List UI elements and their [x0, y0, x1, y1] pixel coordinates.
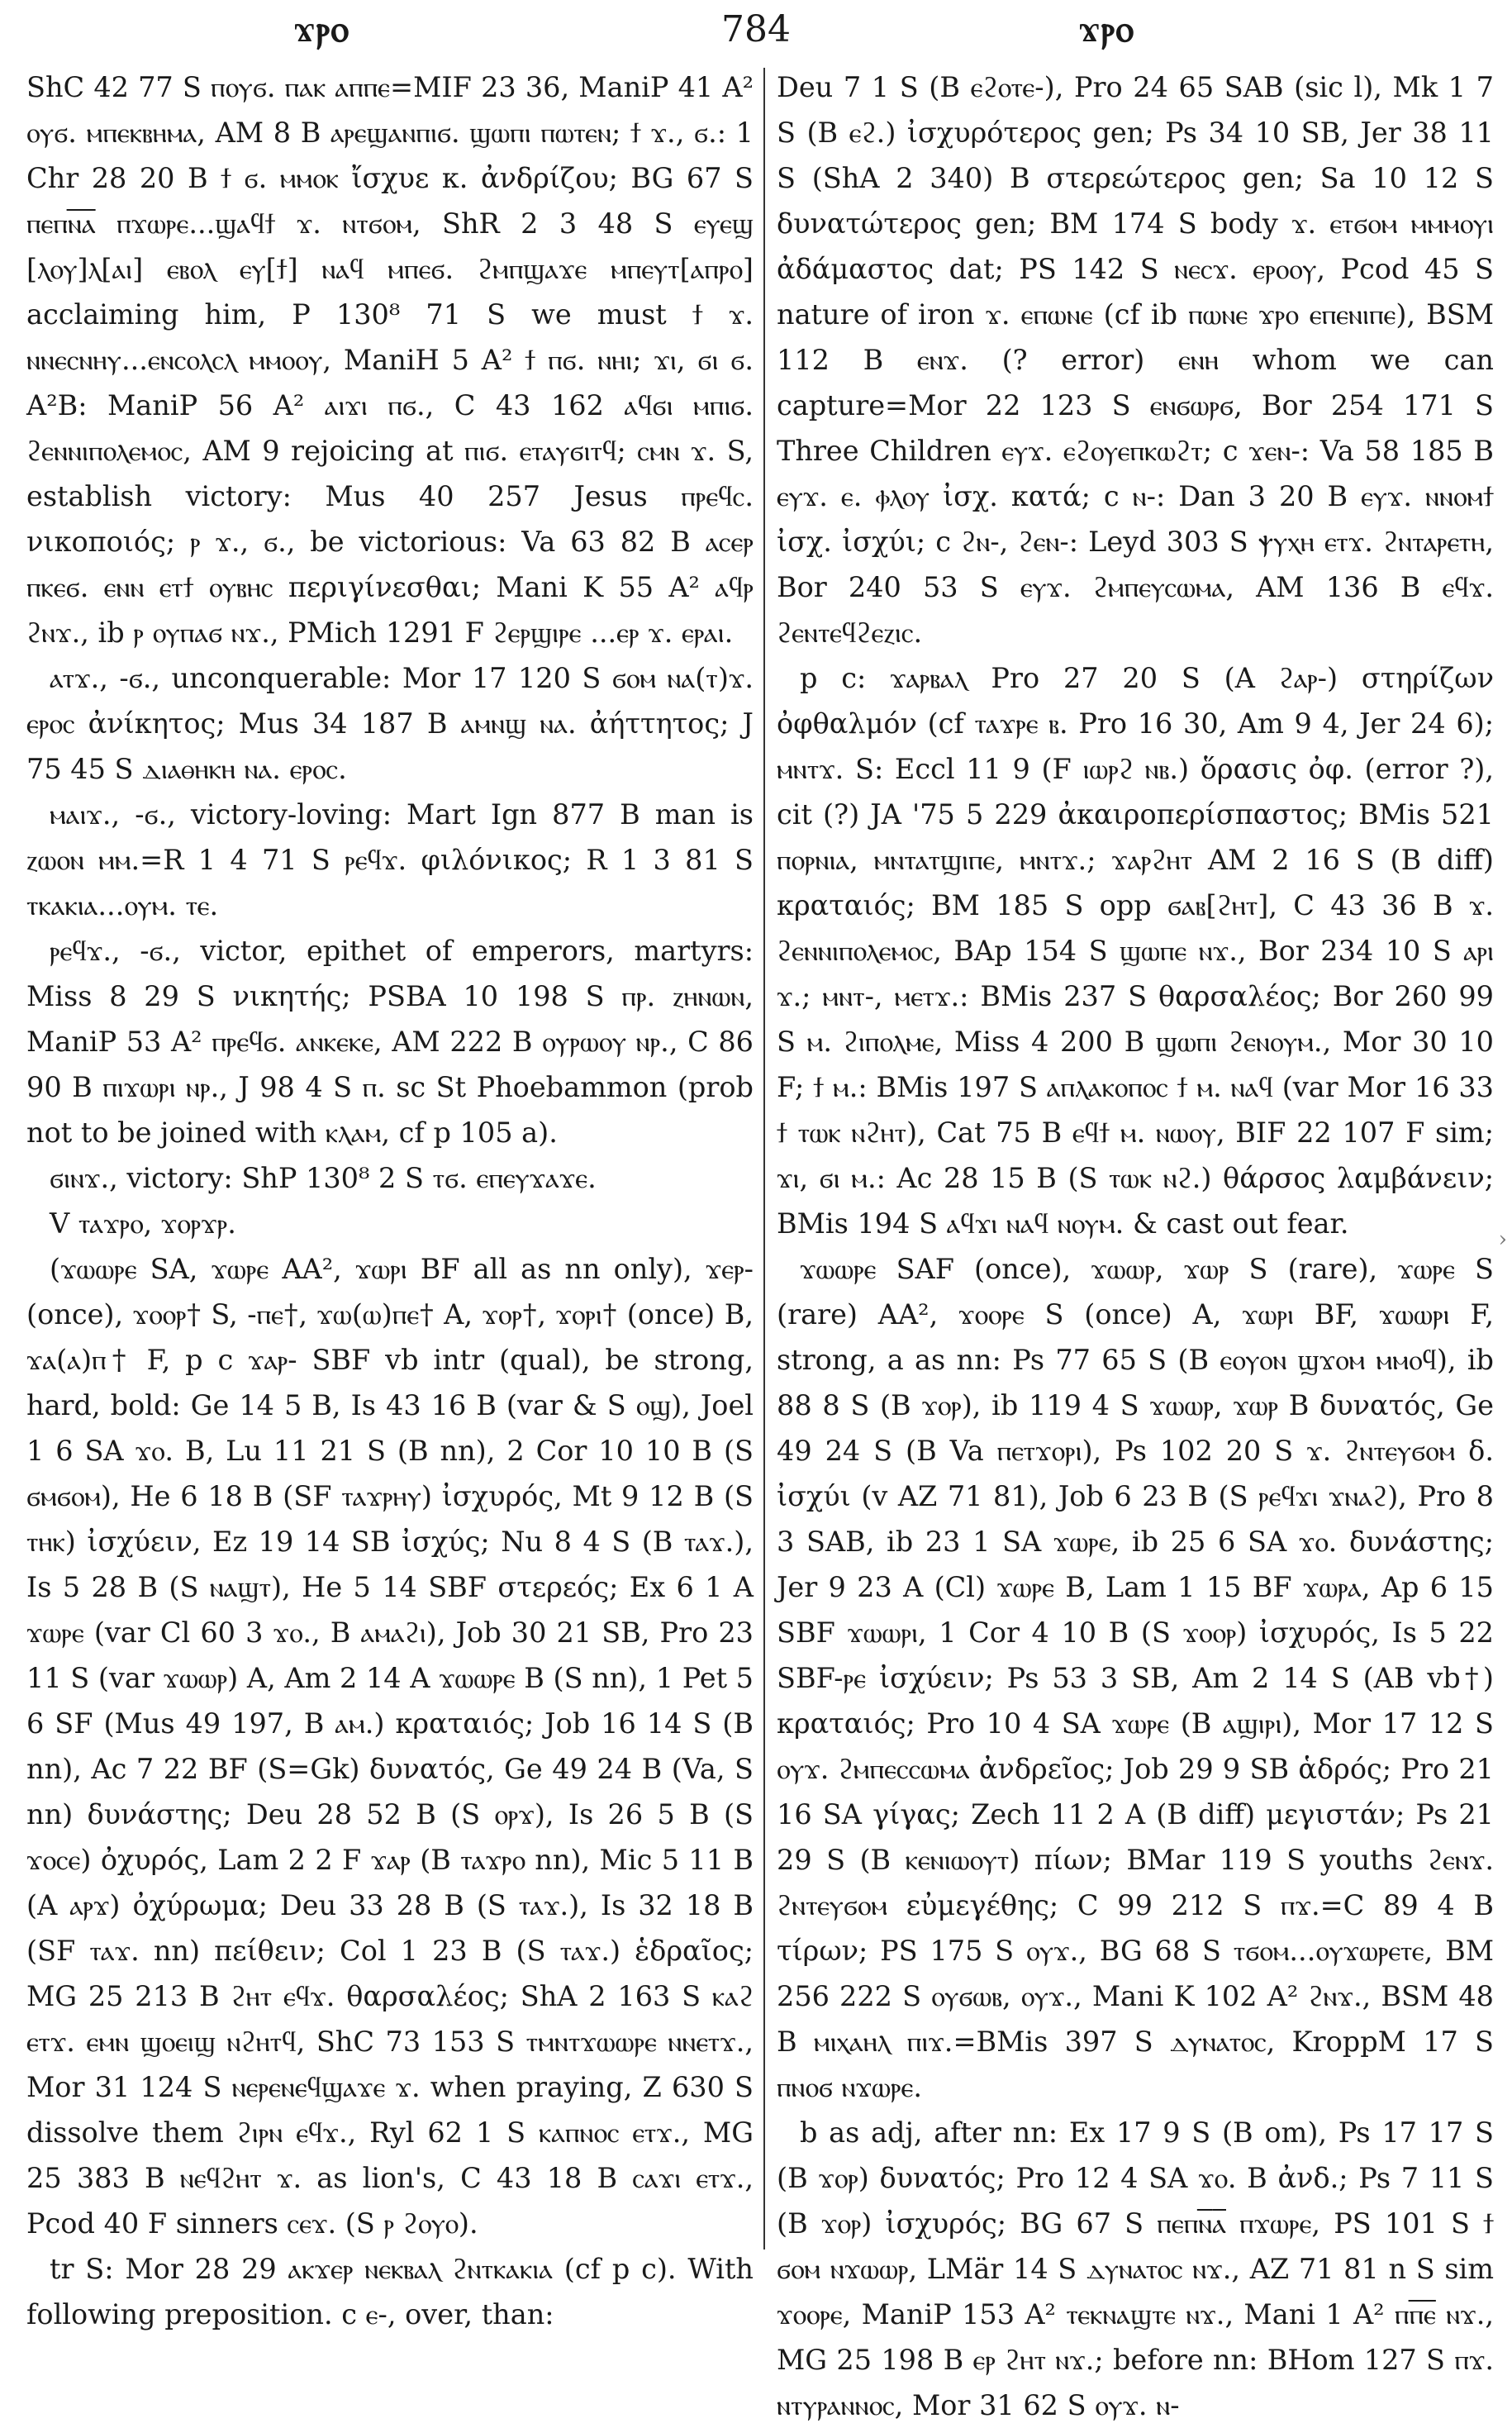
- entry-paragraph: tr S: Mor 28 29 ⲁⲕϫⲉⲣ ⲛⲉⲕⲃⲁⲗ ϩⲛⲧⲕⲁⲕⲓⲁ (cf p c). With following preposition. c ⲉ-, over, than:: [26, 2253, 754, 2330]
- entry-paragraph: ⲁⲧϫ., -ϭ., unconquerable: Mor 17 120 S ϭⲟⲙ ⲛⲁ(ⲧ)ϫ. ⲉⲣⲟⲥ ἀνίκητος; Mus 34 187 B ⲁⲙⲛϣ ⲛⲁ. ἀήττητος; J 75 45 S ⲇⲓⲁⲑⲏⲕⲏ ⲛⲁ. ⲉⲣⲟⲥ.: [26, 662, 754, 785]
- entry-paragraph: p c: ϫⲁⲣⲃⲁⲗ Pro 27 20 S (A ϩⲁⲣ-) στηρίζων ὀφθαλμόν (cf ⲧⲁϫⲣⲉ ⲃ. Pro 16 30, Am 9 4, Jer 24 6); ⲙⲛⲧϫ. S: Eccl 11 9 (F ⲓⲱⲣϩ ⲛⲃ.) ὅρασις ὀφ. (error ?), cit (?) JA '75 5 229 ἀκαιροπερίσπαστος; BMis 521 ⲡⲟⲣⲛⲓⲁ, ⲙⲛⲧⲁⲧϣⲓⲡⲉ, ⲙⲛⲧϫ.; ϫⲁⲣϩⲏⲧ AM 2 16 S (B diff) κραταιός; BM 185 S opp ϭⲁⲃ[ϩⲏⲧ], C 43 36 B ϫ. ϩⲉⲛⲛⲓⲡⲟⲗⲉⲙⲟⲥ, BAp 154 S ϣⲱⲡⲉ ⲛϫ., Bor 234 10 S ⲁⲣⲓ ϫ.; ⲙⲛⲧ-, ⲙⲉⲧϫ.: BMis 237 S θαρσαλέος; Bor 260 99 S ⲙ. ϩⲓⲡⲟⲗⲙⲉ, Miss 4 200 B ϣⲱⲡⲓ ϩⲉⲛⲟⲩⲙ., Mor 30 10 F; ϯ ⲙ.: BMis 197 S ⲁⲡⲗⲁⲕⲟⲡⲟⲥ ϯ ⲙ. ⲛⲁϥ (var Mor 16 33 ϯ ⲧⲱⲕ ⲛϩⲏⲧ), Cat 75 B ⲉϥϯ ⲙ. ⲛⲱⲟⲩ, BIF 22 107 F sim; ϫⲓ, ϭⲓ ⲙ.: Ac 28 15 B (S ⲧⲱⲕ ⲛϩ.) θάρσος λαμβάνειν; BMis 194 S ⲁϥϫⲓ ⲛⲁϥ ⲛⲟⲩⲙ. & cast out fear.: [777, 662, 1494, 1240]
- entry-paragraph: ShC 42 77 S ⲡⲟⲩϭ. ⲡⲁⲕ ⲁⲡⲡⲉ=MIF 23 36, ManiP 41 A² ⲟⲩϭ. ⲙⲡⲉⲕⲃⲏⲙⲁ, AM 8 B ⲁⲣⲉϣⲁⲛⲡⲓϭ. ϣⲱⲡⲓ ⲡⲱⲧⲉⲛ; ϯ ϫ., ϭ.: 1 Chr 28 20 B ϯ ϭ. ⲙⲙⲟⲕ ἴσχυε κ. ἀνδρίζου; BG 67 S ⲡⲉⲡⲛ︦ⲁ︦ ⲡϫⲱⲣⲉ...ϣⲁϥϯ ϫ. ⲛⲧϭⲟⲙ, ShR 2 3 48 S ⲉⲩⲉϣ [ⲗⲟⲩ]ⲗ[ⲁⲓ] ⲉⲃⲟⲗ ⲉⲩ[ϯ] ⲛⲁϥ ⲙⲡⲉϭ. ϩⲙⲡϣⲁϫⲉ ⲙⲡⲉⲩⲧ[ⲁⲡⲣⲟ] acclaiming him, P 130⁸ 71 S we must ϯ ϫ. ⲛⲛⲉⲥⲛⲏⲩ...ⲉⲛⲥⲟⲗⲥⲗ ⲙⲙⲟⲟⲩ, ManiH 5 A² ϯ ⲡϭ. ⲛⲏⲓ; ϫⲓ, ϭⲓ ϭ. A²B: ManiP 56 A² ⲁⲓϫⲓ ⲡϭ., C 43 162 ⲁϥϭⲓ ⲙⲡⲓϭ. ϩⲉⲛⲛⲓⲡⲟⲗⲉⲙⲟⲥ, AM 9 rejoicing at ⲡⲓϭ. ⲉⲧⲁⲩϭⲓⲧϥ; ⲥⲙⲛ ϫ. S, establish victory: Mus 40 257 Jesus ⲡⲣⲉϥⲥ. νικοποιός; ⲣ ϫ., ϭ., be victorious: Va 63 82 B ⲁⲥⲉⲣ ⲡⲕⲉϭ. ⲉⲛⲛ ⲉⲧϯ ⲟⲩⲃⲏⲥ περιγίνεσθαι; Mani K 55 A² ⲁϥⲣ ϩⲛϫ., ib ⲣ ⲟⲩⲡⲁϭ ⲛϫ., PMich 1291 F ϩⲉⲣϣⲓⲣⲉ ...ⲉⲣ ϫ. ⲉⲣⲁⲓ.: [26, 71, 754, 649]
- margin-mark: ›: [1498, 1227, 1507, 1252]
- entry-paragraph: ϫⲱⲱⲣⲉ SAF (once), ϫⲱⲱⲣ, ϫⲱⲣ S (rare), ϫⲱⲣⲉ S (rare) AA², ϫⲟⲟⲣⲉ S (once) A, ϫⲱⲣⲓ BF, ϫⲱⲱⲣⲓ F, strong, a as nn: Ps 77 65 S (B ⲉⲟⲩⲟⲛ ϣϫⲟⲙ ⲙⲙⲟϥ), ib 88 8 S (B ϫⲟⲣ), ib 119 4 S ϫⲱⲱⲣ, ϫⲱⲣ B δυνατός, Ge 49 24 S (B Va ⲡⲉⲧϫⲟⲣⲓ), Ps 102 20 S ϫ. ϩⲛⲧⲉⲩϭⲟⲙ δ. ἰσχύι (v AZ 71 81), Job 6 23 B (S ⲣⲉϥϫⲓ ϫⲛⲁϩ), Pro 8 3 SAB, ib 23 1 SA ϫⲱⲣⲉ, ib 25 6 SA ϫⲟ. δυνάστης; Jer 9 23 A (Cl) ϫⲱⲣⲉ B, Lam 1 15 BF ϫⲱⲣⲁ, Ap 6 15 SBF ϫⲱⲱⲣⲓ, 1 Cor 4 10 B (S ϫⲟⲟⲣ) ἰσχυρός, Is 5 22 SBF-ⲣⲉ ἰσχύειν; Ps 53 3 SB, Am 2 14 S (AB vb†) κραταιός; Pro 10 4 SA ϫⲱⲣⲉ (B ⲁϣⲓⲣⲓ), Mor 17 12 S ⲟⲩϫ. ϩⲙⲡⲉⲥⲥⲱⲙⲁ ἀνδρεῖος; Job 29 9 SB ἁδρός; Pro 21 16 SA γίγας; Zech 11 2 A (B diff) μεγιστάν; Ps 21 29 S (B ⲕⲉⲛⲓⲱⲟⲩⲧ) πίων; BMar 119 S youths ϩⲉⲛϫ. ϩⲛⲧⲉⲩϭⲟⲙ εὐμεγέθης; C 99 212 S ⲡϫ.=C 89 4 B τίρων; PS 175 S ⲟⲩϫ., BG 68 S ⲧϭⲟⲙ...ⲟⲩϫⲱⲣⲉⲧⲉ, BM 256 222 S ⲟⲩϭⲱⲃ, ⲟⲩϫ., Mani K 102 A² ϩⲛϫ., BSM 48 B ⲙⲓⲭⲁⲏⲗ ⲡⲓϫ.=BMis 397 S ⲇⲩⲛⲁⲧⲟⲥ, KroppM 17 S ⲡⲛⲟϭ ⲛϫⲱⲣⲉ.: [777, 1253, 1494, 2103]
- right-running-headword: ϫⲣⲟ: [1078, 8, 1134, 50]
- left-running-headword: ϫⲣⲟ: [293, 8, 349, 50]
- page-header: [0, 8, 1512, 58]
- cross-reference: V ⲧⲁϫⲣⲟ, ϫⲟⲣϫⲣ.: [50, 1207, 236, 1240]
- entry-paragraph: ϭⲓⲛϫ., victory: ShP 130⁸ 2 S ⲧϭ. ⲉⲡⲉⲩϫⲁϫⲉ.: [50, 1162, 597, 1194]
- entry-paragraph: (ϫⲱⲱⲣⲉ SA, ϫⲱⲣⲉ AA², ϫⲱⲣⲓ BF all as nn only), ϫⲉⲣ- (once), ϫⲟⲟⲣ† S, -ⲡⲉ†, ϫⲱ(ⲱ)ⲡⲉ† A, ϫⲟⲣ†, ϫⲟⲣⲓ† (once) B, ϫⲁ(ⲁ)ⲡ† F, p c ϫⲁⲣ- SBF vb intr (qual), be strong, hard, bold: Ge 14 5 B, Is 43 16 B (var & S ⲟϣ), Joel 1 6 SA ϫⲟ. B, Lu 11 21 S (B nn), 2 Cor 10 10 B (S ϭⲙϭⲟⲙ), He 6 18 B (SF ⲧⲁϫⲣⲏⲩ) ἰσχυρός, Mt 9 12 B (S ⲧⲏⲕ) ἰσχύειν, Ez 19 14 SB ἰσχύς; Nu 8 4 S (B ⲧⲁϫ.), Is 5 28 B (S ⲛⲁϣⲧ), He 5 14 SBF στερεός; Ex 6 1 A ϫⲱⲣⲉ (var Cl 60 3 ϫⲟ., B ⲁⲙⲁϩⲓ), Job 30 21 SB, Pro 23 11 S (var ϫⲱⲱⲣ) A, Am 2 14 A ϫⲱⲱⲣⲉ B (S nn), 1 Pet 5 6 SF (Mus 49 197, B ⲁⲙ.) κραταιός; Job 16 14 S (B nn), Ac 7 22 BF (S=Gk) δυνατός, Ge 49 24 B (Va, S nn) δυνάστης; Deu 28 52 B (S ⲟⲣϫ), Is 26 5 B (S ϫⲟⲥⲉ) ὀχυρός, Lam 2 2 F ϫⲁⲣ (B ⲧⲁϫⲣⲟ nn), Mic 5 11 B (A ⲁⲣϫ) ὀχύρωμα; Deu 33 28 B (S ⲧⲁϫ.), Is 32 18 B (SF ⲧⲁϫ. nn) πείθειν; Col 1 23 B (S ⲧⲁϫ.) ἑδραῖος; MG 25 213 B ϩⲏⲧ ⲉϥϫ. θαρσαλέος; ShA 2 163 S ⲕⲁϩ ⲉⲧϫ. ⲉⲙⲛ ϣⲟⲉⲓϣ ⲛϩⲏⲧϥ, ShC 73 153 S ⲧⲙⲛⲧϫⲱⲱⲣⲉ ⲛⲛⲉⲧϫ., Mor 31 124 S ⲛⲉⲣⲉⲛⲉϥϣⲁϫⲉ ϫ. when praying, Z 630 S dissolve them ϩⲓⲣⲛ ⲉϥϫ., Ryl 62 1 S ⲕⲁⲡⲛⲟⲥ ⲉⲧϫ., MG 25 383 B ⲛⲉϥϩⲏⲧ ϫ. as lion's, C 43 18 B ⲥⲁϫⲓ ⲉⲧϫ., Pcod 40 F sinners ⲥⲉϫ. (S ⲣ ϩⲟⲩⲟ).: [26, 1253, 754, 2240]
- right-column: [777, 64, 1494, 2421]
- entry-paragraph: ⲣⲉϥϫ., -ϭ., victor, epithet of emperors, martyrs: Miss 8 29 S νικητής; PSBA 10 198 S ⲡⲣ. ⲍⲏⲛⲱⲛ, ManiP 53 A² ⲡⲣⲉϥϭ. ⲁⲛⲕⲉⲕⲉ, AM 222 B ⲟⲩⲣⲱⲟⲩ ⲛⲣ., C 86 90 B ⲡⲓϫⲱⲣⲓ ⲛⲣ., J 98 4 S ⲡ. sc St Phoebammon (prob not to be joined with ⲕⲗⲁⲙ, cf p 105 a).: [26, 935, 754, 1149]
- column-divider: [763, 68, 765, 2249]
- entry-paragraph: ⲙⲁⲓϫ., -ϭ., victory-loving: Mart Ign 877 B man is ⲍⲱⲟⲛ ⲙⲙ.=R 1 4 71 S ⲣⲉϥϫ. φιλόνικος; R 1 3 81 S ⲧⲕⲁⲕⲓⲁ...ⲟⲩⲙ. ⲧⲉ.: [26, 798, 754, 921]
- entry-paragraph: Deu 7 1 S (B ⲉϩⲟⲧⲉ-), Pro 24 65 SAB (sic l), Mk 1 7 S (B ⲉϩ.) ἰσχυρότερος gen; Ps 34 10 SB, Jer 38 11 S (ShA 2 340) B στερεώτερος gen; Sa 10 12 S δυνατώτερος gen; BM 174 S body ϫ. ⲉⲧϭⲟⲙ ⲙⲙⲙⲟⲩⲓ ἀδάμαστος dat; PS 142 S ⲛⲉⲥϫ. ⲉⲣⲟⲟⲩ, Pcod 45 S nature of iron ϫ. ⲉⲡⲱⲛⲉ (cf ib ⲡⲱⲛⲉ ϫⲣⲟ ⲉⲡⲉⲛⲓⲡⲉ), BSM 112 B ⲉⲛϫ. (? error) ⲉⲛⲏ whom we can capture=Mor 22 123 S ⲉⲛϭⲱⲣϭ, Bor 254 171 S Three Children ⲉⲩϫ. ⲉϩⲟⲩⲉⲡⲕⲱϩⲧ; c ϫⲉⲛ-: Va 58 185 B ⲉⲩϫ. ⲉ. ⲫⲗⲟⲩ ἰσχ. κατά; c ⲛ-: Dan 3 20 B ⲉⲩϫ. ⲛⲛⲟⲙϯ ἰσχ. ἰσχύι; c ϩⲛ-, ϩⲉⲛ-: Leyd 303 S ⲯⲩⲭⲏ ⲉⲧϫ. ϩⲛⲧⲁⲣⲉⲧⲏ, Bor 240 53 S ⲉⲩϫ. ϩⲙⲡⲉⲩⲥⲱⲙⲁ, AM 136 B ⲉϥϫ. ϩⲉⲛⲧⲉϥϩⲉⲍⲓⲥ.: [777, 71, 1494, 649]
- page-number: 784: [721, 8, 791, 50]
- entry-paragraph: b as adj, after nn: Ex 17 9 S (B om), Ps 17 17 S (B ϫⲟⲣ) δυνατός; Pro 12 4 SA ϫⲟ. B ἀνδ.; Ps 7 11 S (B ϫⲟⲣ) ἰσχυρός; BG 67 S ⲡⲉⲡⲛ︦ⲁ︦ ⲡϫⲱⲣⲉ, PS 101 S ϯ ϭⲟⲙ ⲛϫⲱⲱⲣ, LMär 14 S ⲇⲩⲛⲁⲧⲟⲥ ⲛϫ., AZ 71 81 n S sim ϫⲟⲟⲣⲉ, ManiP 153 A² ⲧⲉⲕⲛⲁϣⲧⲉ ⲛϫ., Mani 1 A² ⲡⲡ︦ⲉ︦ ⲛϫ., MG 25 198 B ⲉⲣ ϩⲏⲧ ⲛϫ.; before nn: BHom 127 S ⲡϫ. ⲛⲧⲩⲣⲁⲛⲛⲟⲥ, Mor 31 62 S ⲟⲩϫ. ⲛ-: [777, 2116, 1494, 2421]
- left-column: [26, 64, 754, 2330]
